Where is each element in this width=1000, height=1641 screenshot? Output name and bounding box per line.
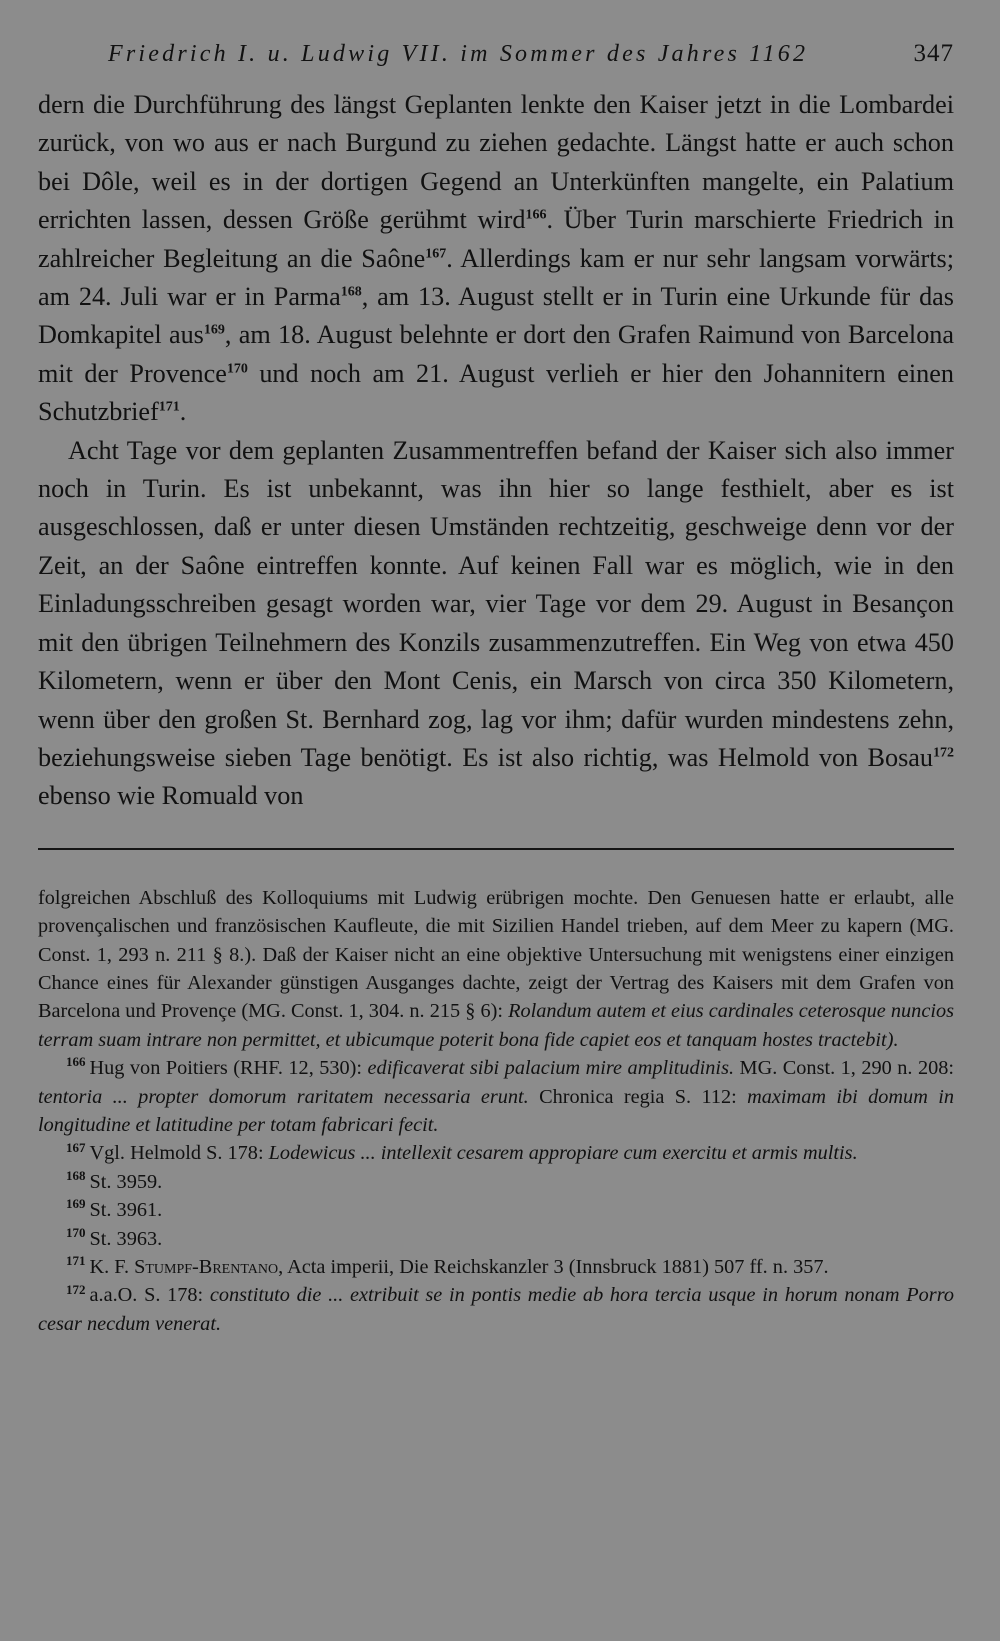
text-run: St. 3961. [89,1199,163,1222]
latin-quote: edificaverat sibi palacium mire amplitudinis. [367,1057,735,1080]
text-run: Vgl. Helmold S. 178: [89,1142,269,1165]
paragraph [38,432,954,816]
text-run: ebenso wie Romuald von [38,781,304,811]
main-text [38,86,954,816]
footnote-172 [38,1281,954,1338]
text-run: dern die Durchführung des längst Geplanten lenkte den Kaiser jetzt in die Lombardei zurück, von wo aus er nach Burgund zu ziehen gedachte. Längst hatte er auch schon bei Dôle, weil es in der dortigen Gegend an Unterkünften mangelte, ein Palatium errichten lassen, dessen Größe gerühmt wird [38,90,954,235]
text-run: St. 3963. [89,1227,163,1250]
footnote-ref-172: 172 [933,745,954,761]
running-title: Friedrich I. u. Ludwig VII. im Sommer des Jahres 1162 [108,41,809,67]
footnote-separator [38,848,954,850]
footnote-number: 166 [66,1054,86,1070]
footnote-171 [38,1253,954,1281]
footnote-number: 167 [66,1139,86,1155]
footnote-166 [38,1054,954,1139]
text-run: und noch am 21. August verlieh er hier den Johannitern einen Schutzbrief [38,358,954,427]
paragraph [38,86,954,432]
footnote-169 [38,1196,954,1224]
footnote-168 [38,1168,954,1196]
footnote-number: 171 [66,1253,86,1269]
page-number: 347 [913,40,954,67]
footnotes [38,884,954,1339]
footnote-number: 169 [66,1196,86,1212]
latin-quote: maximam ibi domum in longitudine et latitudine per totam fabricari fecit. [38,1085,954,1136]
latin-quote: constituto die ... extribuit se in pontis medie ab hora tercia usque in horum nonam Porro cesar necdum venerat. [38,1284,954,1335]
footnote-ref-170: 170 [226,361,248,377]
latin-quote: tentoria ... propter domorum raritatem necessaria erunt. [38,1085,529,1108]
latin-quote: Lodewicus ... intellexit cesarem appropiare cum exercitu et armis multis. [268,1142,858,1165]
text-run: a.a.O. S. 178: [89,1284,210,1307]
footnote-ref-166: 166 [525,207,547,223]
footnote-ref-168: 168 [340,284,362,300]
footnote-continuation [38,884,954,1054]
footnote-167 [38,1139,954,1167]
footnote-170 [38,1225,954,1253]
text-run: , Acta imperii, Die Reichskanzler 3 (Innsbruck 1881) 507 ff. n. 357. [278,1256,829,1278]
page-header [108,34,954,74]
text-run: . [179,397,187,427]
footnote-number: 172 [66,1281,86,1297]
text-run: St. 3959. [89,1170,163,1193]
text-run: MG. Const. 1, 290 n. 208: [734,1057,955,1080]
text-run: Hug von Poitiers (RHF. 12, 530): [89,1057,368,1080]
footnote-ref-171: 171 [158,399,180,415]
footnote-number: 170 [66,1224,86,1240]
author-name: Stumpf-Brentano [134,1256,279,1278]
text-run: folgreichen Abschluß des Kolloquiums mit Ludwig erübrigen mochte. Den Genuesen hatte er erlaubt, alle provençalischen und französischen Kaufleute, die mit Sizilien Handel trieben, auf dem Meer zu kapern (MG. Const. 1, 293 n. 211 § 8.). Daß der Kaiser nicht an eine objektive Untersuchung mit wenigstens einer einzigen Chance eines für Alexander günstigen Ausganges dachte, zeigt der Vertrag des Kaisers mit dem Grafen von Barcelona und Provençe (MG. Const. 1, 304. n. 215 § 6): [38,886,954,1023]
text-run: Chronica regia S. 112: [528,1085,748,1108]
footnote-ref-169: 169 [203,322,225,338]
footnote-number: 168 [66,1168,86,1184]
latin-quote: Rolandum autem et eius cardinales ceterosque nuncios terram suam intrare non permittet, et ubicumque poterit bona fide capiet eos et tanquam hostes tractebit). [38,1000,954,1051]
text-run: K. F. [89,1256,135,1278]
text-run: , am 18. August belehnte er dort den Grafen Raimund von Barcelona mit der Provence [38,320,955,388]
text-run: , am 13. August stellt er in Turin eine Urkunde für das Domkapitel aus [38,282,954,350]
footnote-ref-167: 167 [425,245,447,261]
text-run: . Allerdings kam er nur sehr langsam vorwärts; am 24. Juli war er in Parma [38,243,954,312]
text-run: . Über Turin marschierte Friedrich in zahlreicher Begleitung an die Saône [38,205,954,273]
text-run: Acht Tage vor dem geplanten Zusammentreffen befand der Kaiser sich also immer noch in Turin. Es ist unbekannt, was ihn hier so lange festhielt, aber es ist ausgeschlossen, daß er unter diesen Umständen rechtzeitig, geschweige denn vor der Zeit, an der Saône eintreffen konnte. Auf keinen Fall war es möglich, wie in den Einladungsschreiben gesagt worden war, vier Tage vor dem 29. August in Besançon mit den übrigen Teilnehmern des Konzils zusammenzutreffen. Ein Weg von etwa 450 Kilometern, wenn er über den Mont Cenis, ein Marsch von circa 350 Kilometern, wenn über den großen St. Bernhard zog, lag vor ihm; dafür wurden mindestens zehn, beziehungsweise sieben Tage benötigt. Es ist also richtig, was Helmold von Bosau [38,435,954,772]
